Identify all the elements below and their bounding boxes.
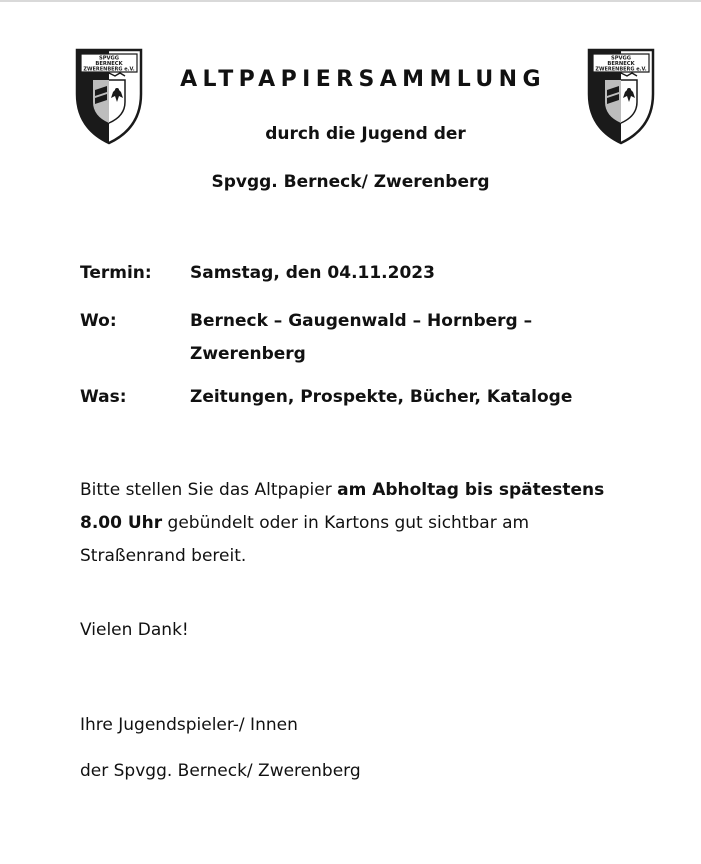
crest-text-2: BERNECK <box>607 61 635 67</box>
subtitle-club-name: Spvgg. Berneck/ Zwerenberg <box>211 172 490 192</box>
crest-text-2: BERNECK <box>95 61 123 67</box>
crest-text-1: SPVGG <box>98 55 120 62</box>
top-border-line <box>0 0 701 2</box>
crest-text-1: SPVGG <box>610 55 632 62</box>
instructions-text-start: Bitte stellen Sie das Altpapier <box>80 480 338 500</box>
instructions-text-end: gebündelt oder in Kartons gut sichtbar am Straßenrand bereit. <box>80 513 530 566</box>
termin-value: Samstag, den 04.11.2023 <box>190 263 435 283</box>
wo-label: Wo: <box>80 311 117 331</box>
thanks-line: Vielen Dank! <box>80 620 189 640</box>
crest-text-3: ZWERENBERG e.V. <box>595 66 647 73</box>
subtitle-organizer-intro: durch die Jugend der <box>265 124 466 144</box>
was-label: Was: <box>80 387 127 407</box>
signoff-line-2: der Spvgg. Berneck/ Zwerenberg <box>80 761 361 781</box>
wo-value: Berneck – Gaugenwald – Hornberg – Zwerenberg <box>190 311 533 364</box>
was-value: Zeitungen, Prospekte, Bücher, Kataloge <box>190 387 573 407</box>
crest-text-3: ZWERENBERG e.V. <box>83 66 135 73</box>
signoff-line-1: Ihre Jugendspieler-/ Innen <box>80 715 298 735</box>
instructions-paragraph <box>80 474 620 573</box>
termin-label: Termin: <box>80 263 152 283</box>
instructions-deadline-bold: am Abholtag bis spätestens 8.00 Uhr <box>80 480 605 533</box>
document-title: ALTPAPIERSAMMLUNG <box>180 67 546 92</box>
